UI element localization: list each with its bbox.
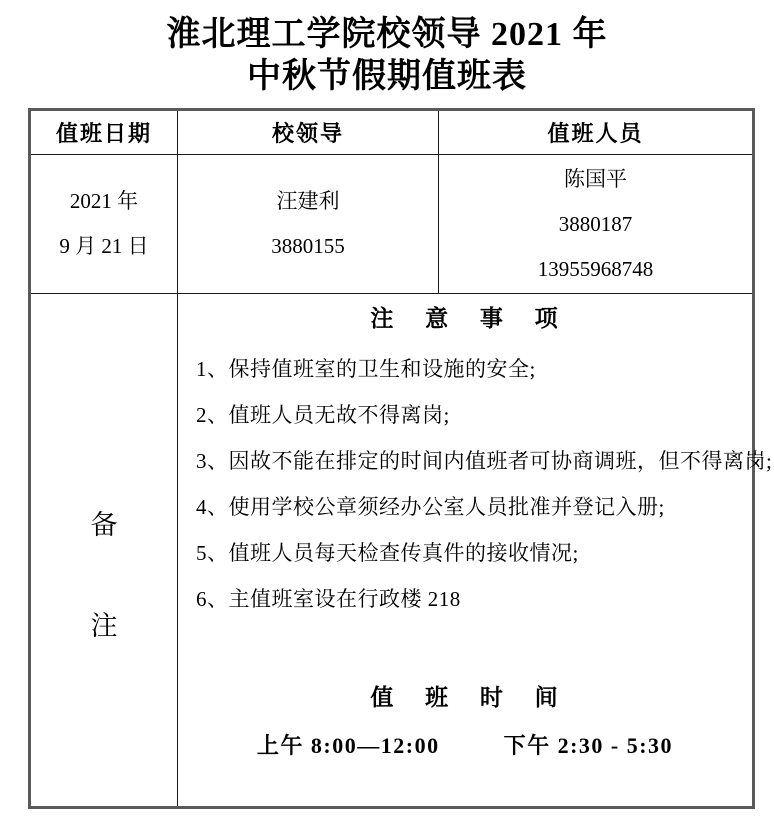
duty-hours-heading: 值 班 时 间 xyxy=(370,685,560,710)
notes-list xyxy=(178,346,773,622)
table-header-row xyxy=(30,110,754,155)
note-item-6: 6、主值班室设在行政楼 218 xyxy=(196,587,461,611)
duty-roster-table xyxy=(28,108,773,809)
remarks-label-char1: 备 xyxy=(90,510,118,540)
remarks-label-char2: 注 xyxy=(90,611,118,641)
duty-date-cell xyxy=(30,155,178,294)
staff-name: 陈国平 xyxy=(564,166,627,191)
document-title-line2: 中秋节假期值班表 xyxy=(247,58,527,95)
staff-cell xyxy=(439,155,754,294)
header-school-leader: 校领导 xyxy=(178,110,439,155)
note-item-5: 5、值班人员每天检查传真件的接收情况; xyxy=(196,541,579,565)
staff-phone: 3880187 xyxy=(558,211,633,236)
header-duty-date: 值班日期 xyxy=(30,110,178,155)
remarks-label-cell xyxy=(30,294,178,808)
staff-mobile: 13955968748 xyxy=(537,256,654,281)
duty-hours-times xyxy=(178,729,752,763)
leader-cell xyxy=(178,155,439,294)
note-item-3: 3、因故不能在排定的时间内值班者可协商调班，但不得离岗; xyxy=(196,449,773,473)
document-title xyxy=(0,0,774,98)
remarks-row xyxy=(30,294,754,808)
notes-cell xyxy=(178,294,773,808)
duty-hours-afternoon: 下午 2:30 - 5:30 xyxy=(503,733,674,758)
leader-phone: 3880155 xyxy=(271,234,345,258)
duty-hours-morning: 上午 8:00—12:00 xyxy=(256,733,440,758)
note-item-1: 1、保持值班室的卫生和设施的安全; xyxy=(196,357,536,381)
document-title-line1: 淮北理工学院校领导 2021 年 xyxy=(166,16,608,53)
duty-date-day: 9 月 21 日 xyxy=(59,234,149,258)
note-item-2: 2、值班人员无故不得离岗; xyxy=(196,403,450,427)
note-item-4: 4、使用学校公章须经办公室人员批准并登记入册; xyxy=(196,495,665,519)
header-duty-personnel: 值班人员 xyxy=(439,110,754,155)
notes-heading: 注 意 事 项 xyxy=(370,306,560,331)
duty-row xyxy=(30,155,754,294)
duty-date-year: 2021 年 xyxy=(69,189,139,213)
leader-name: 汪建利 xyxy=(276,189,340,213)
